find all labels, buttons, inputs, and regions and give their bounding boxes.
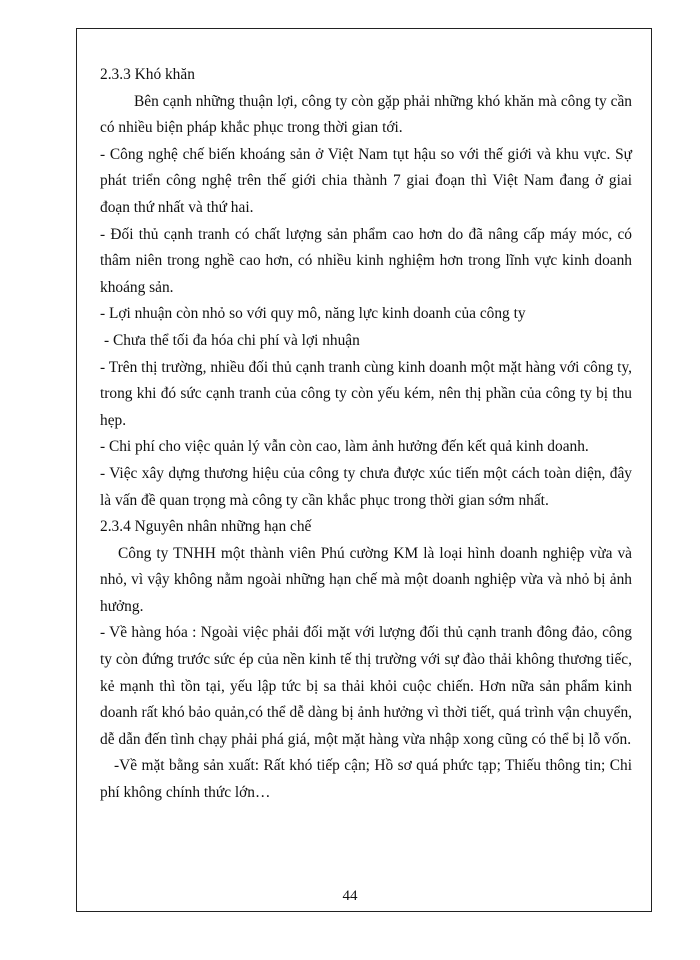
- section-heading-2-3-3: 2.3.3 Khó khăn: [100, 66, 195, 83]
- document-body: [100, 62, 632, 807]
- bullet-market: - Trên thị trường, nhiều đối thủ cạnh tranh cùng kinh doanh một mặt hàng với công ty, trong khi đó sức cạnh tranh của công ty còn yếu kém, nên thị phần của công ty bị thu hẹp.: [100, 358, 632, 429]
- bullet-competitors: - Đối thủ cạnh tranh có chất lượng sản phẩm cao hơn do đã nâng cấp máy móc, có thâm niên trong nghề cao hơn, có nhiều kinh nghiệm hơn trong lĩnh vực kinh doanh khoáng sản.: [100, 225, 632, 296]
- bullet-optimization: - Chưa thể tối đa hóa chi phí và lợi nhuận: [104, 331, 360, 349]
- causes-paragraph: Công ty TNHH một thành viên Phú cường KM là loại hình doanh nghiệp vừa và nhỏ, vì vậy không nằm ngoài những hạn chế mà một doanh nghiệp vừa và nhỏ bị ảnh hưởng.: [100, 544, 632, 615]
- bullet-branding: - Việc xây dựng thương hiệu của công ty chưa được xúc tiến một cách toàn diện, đây là vấn đề quan trọng mà công ty cần khắc phục trong thời gian sớm nhất.: [100, 464, 632, 509]
- bullet-technology: - Công nghệ chế biến khoáng sản ở Việt Nam tụt hậu so với thế giới và khu vực. Sự phát triển công nghệ trên thế giới chia thành 7 giai đoạn thì Việt Nam đang ở giai đoạn thứ nhất và thứ hai.: [100, 145, 632, 216]
- bullet-goods: - Về hàng hóa : Ngoài việc phải đối mặt với lượng đối thủ cạnh tranh đông đảo, công ty còn đứng trước sức ép của nền kinh tế thị trường với sự đào thải không thương tiếc, kẻ mạnh thì tồn tại, yếu lập tức bị sa thải khỏi cuộc chiến. Hơn nữa sản phẩm kinh doanh rất khó bảo quản,có thể dễ dàng bị ảnh hưởng vì thời tiết, quá trình vận chuyển, dễ dẫn đến tình chạy phải phá giá, một mặt hàng vừa nhập xong cũng có thể bị lỗ vốn.: [100, 624, 632, 748]
- bullet-management-cost: - Chi phí cho việc quản lý vẫn còn cao, làm ảnh hưởng đến kết quả kinh doanh.: [100, 438, 589, 456]
- bullet-premises: -Về mặt bằng sản xuất: Rất khó tiếp cận; Hồ sơ quá phức tạp; Thiếu thông tin; Chi phí không chính thức lớn…: [100, 757, 632, 802]
- intro-paragraph: Bên cạnh những thuận lợi, công ty còn gặp phải những khó khăn mà công ty cần có nhiều biện pháp khắc phục trong thời gian tới.: [100, 92, 632, 137]
- section-heading-2-3-4: 2.3.4 Nguyên nhân những hạn chế: [100, 518, 312, 536]
- bullet-profit: - Lợi nhuận còn nhỏ so với quy mô, năng lực kinh doanh của công ty: [100, 305, 526, 323]
- page-number: 44: [342, 888, 358, 904]
